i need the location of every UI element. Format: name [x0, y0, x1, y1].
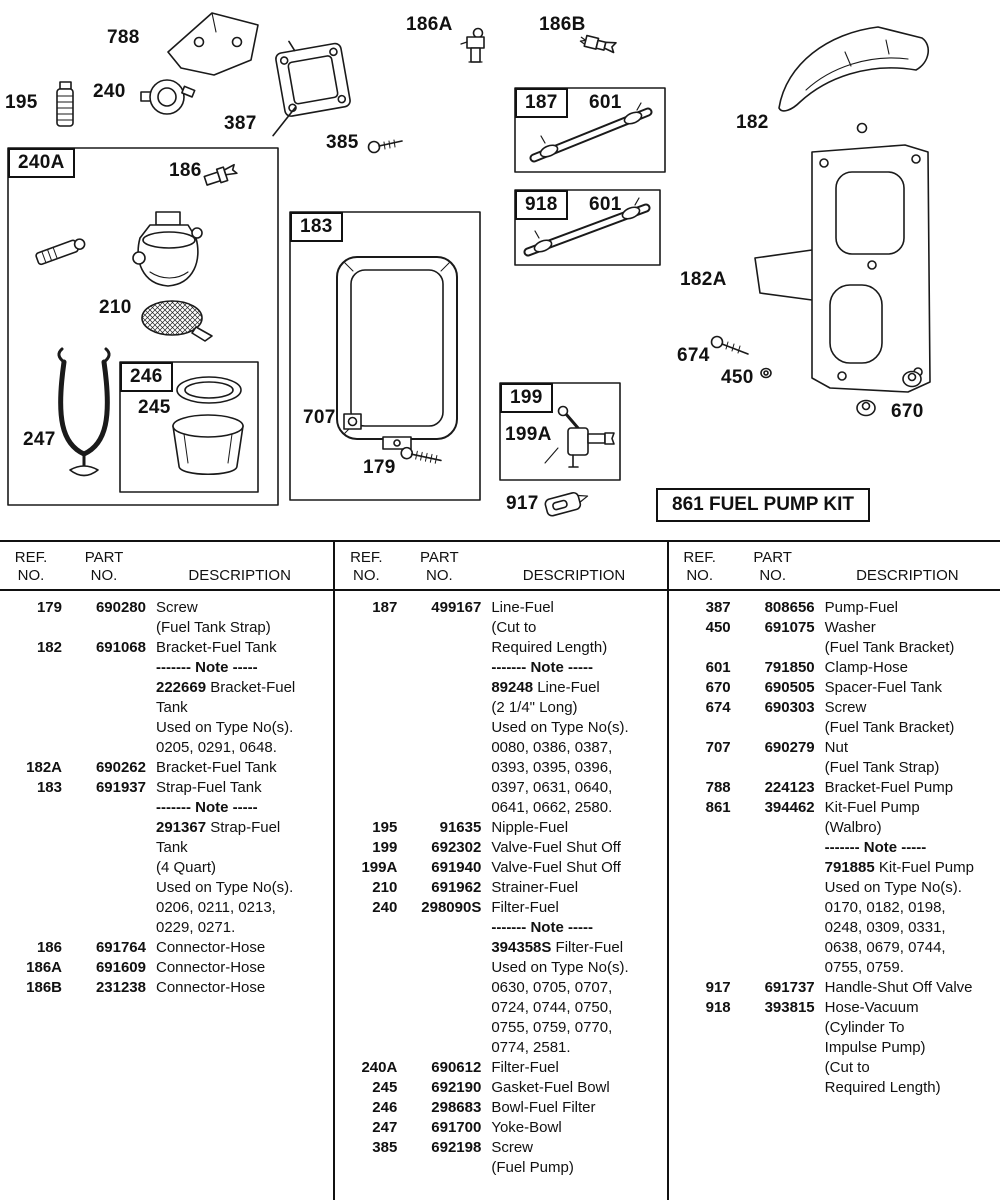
callout-186b: 186B	[539, 14, 586, 35]
callout-240: 240	[93, 81, 126, 102]
part-no-header: PART NO.	[753, 549, 792, 584]
table-row	[335, 1098, 666, 1118]
callout-199a: 199A	[505, 424, 552, 445]
table-row	[0, 938, 333, 958]
description: Bracket-Fuel Tank	[156, 759, 277, 776]
ref-no-header: REF. NO.	[14, 549, 48, 584]
part-no: 691937	[95, 779, 146, 796]
part-no: 691737	[764, 979, 815, 996]
callout-199: 199	[500, 383, 553, 413]
table-row	[335, 1118, 666, 1138]
screw-fuel-pump-drawing	[369, 140, 403, 153]
screw-fuel-tank-strap-drawing	[400, 447, 442, 466]
callout-247: 247	[23, 429, 56, 450]
part-no: 91635	[439, 819, 482, 836]
description: Connector-Hose	[156, 939, 266, 956]
table-column-2	[333, 542, 666, 1200]
part-no: 691700	[431, 1119, 482, 1136]
table-row	[335, 838, 666, 858]
callout-601: 601	[589, 92, 622, 113]
ref-no: 186	[36, 939, 62, 956]
part-no: 690303	[764, 699, 815, 716]
description: Connector-Hose	[156, 959, 266, 976]
part-no: 499167	[431, 599, 482, 616]
part-no: 690280	[95, 599, 146, 616]
description: Spacer-Fuel Tank	[824, 679, 942, 696]
callout-186: 186	[169, 160, 202, 181]
part-no: 692190	[431, 1079, 482, 1096]
callout-183: 183	[290, 212, 343, 242]
ref-no: 385	[372, 1139, 398, 1156]
table-row	[0, 978, 333, 998]
ref-no: 247	[372, 1119, 398, 1136]
ref-no: 186B	[26, 979, 62, 996]
ref-no: 917	[705, 979, 731, 996]
description: Clamp-Hose	[824, 659, 909, 676]
part-no: 690279	[764, 739, 815, 756]
filter-fuel-240-drawing	[141, 80, 195, 114]
callout-450: 450	[721, 367, 754, 388]
table-row	[335, 898, 666, 1058]
table-row	[335, 598, 666, 818]
description: Bowl-Fuel Filter	[491, 1099, 596, 1116]
description: Filter-Fuel	[491, 1059, 559, 1076]
callout-246: 246	[120, 362, 173, 392]
description: Strainer-Fuel	[491, 879, 579, 896]
callout-245: 245	[138, 397, 171, 418]
ref-no: 601	[705, 659, 731, 676]
description: Yoke-Bowl	[491, 1119, 562, 1136]
connector-hose-186-drawing	[203, 164, 238, 187]
part-no: 224123	[764, 779, 815, 796]
table-row	[335, 1078, 666, 1098]
description: Strap-Fuel Tank ------- Note ----- 291367 Strap-Fuel Tank (4 Quart) Used on Type No(s). 0206, 0211, 0213, 0229, 0271.	[156, 779, 294, 936]
callout-195: 195	[5, 92, 38, 113]
table-column-1	[0, 542, 333, 1200]
yoke-bowl-drawing	[59, 349, 109, 476]
nut-drawing	[344, 414, 361, 429]
nipple-fuel-drawing	[57, 82, 73, 126]
description: Valve-Fuel Shut Off	[491, 859, 621, 876]
parts-table	[0, 540, 1000, 1200]
table-row	[669, 798, 1000, 978]
part-no: 691940	[431, 859, 482, 876]
ref-no: 187	[372, 599, 398, 616]
part-no: 808656	[764, 599, 815, 616]
callout-186a: 186A	[406, 14, 453, 35]
table-entries	[669, 591, 1000, 1098]
parts-diagram	[0, 0, 1000, 540]
description-header: DESCRIPTION	[856, 567, 959, 584]
callout-179: 179	[363, 457, 396, 478]
part-no: 691068	[95, 639, 146, 656]
part-no: 231238	[95, 979, 146, 996]
part-no: 692198	[431, 1139, 482, 1156]
part-no: 393815	[764, 999, 815, 1016]
ref-no: 674	[705, 699, 731, 716]
ref-no: 245	[372, 1079, 398, 1096]
part-no: 690612	[431, 1059, 482, 1076]
ref-no-header: REF. NO.	[683, 549, 716, 584]
ref-no: 186A	[26, 959, 62, 976]
description: Bracket-Fuel Pump	[824, 779, 954, 796]
callout-385: 385	[326, 132, 359, 153]
table-row	[0, 598, 333, 638]
description: Washer (Fuel Tank Bracket)	[824, 619, 955, 656]
description: Hose-Vacuum (Cylinder To Impulse Pump) (Cut to Required Length)	[824, 999, 941, 1096]
callout-387: 387	[224, 113, 257, 134]
callout-707: 707	[303, 407, 336, 428]
description-header: DESCRIPTION	[522, 567, 626, 584]
table-header	[335, 542, 666, 591]
table-row	[669, 998, 1000, 1098]
callout-674: 674	[677, 345, 710, 366]
ref-no: 788	[705, 779, 731, 796]
gasket-fuel-bowl-drawing	[177, 377, 241, 403]
ref-no: 199	[372, 839, 398, 856]
callout-788: 788	[107, 27, 140, 48]
ref-no: 387	[705, 599, 731, 616]
part-no: 691609	[95, 959, 146, 976]
table-row	[669, 658, 1000, 678]
callout-182a: 182A	[680, 269, 727, 290]
ref-no: 670	[705, 679, 731, 696]
table-row	[669, 738, 1000, 778]
description: Kit-Fuel Pump (Walbro) ------- Note ----- 791885 Kit-Fuel Pump Used on Type No(s). 0170, 0182, 0198, 0248, 0309, 0331, 0638, 0679, 0744, 0755, 0759.	[824, 799, 974, 976]
ref-no: 240	[372, 899, 398, 916]
bowl-fuel-filter-drawing	[173, 415, 243, 474]
table-row	[0, 758, 333, 778]
ref-no: 246	[372, 1099, 398, 1116]
pump-fuel-drawing	[257, 33, 353, 136]
ref-no: 183	[36, 779, 62, 796]
description: Bracket-Fuel Tank ------- Note ----- 222669 Bracket-Fuel Tank Used on Type No(s). 0205, 0291, 0648.	[156, 639, 296, 756]
filter-fuel-240a-drawing	[133, 212, 202, 286]
ref-no: 240A	[361, 1059, 398, 1076]
table-row	[335, 858, 666, 878]
table-row	[669, 978, 1000, 998]
part-no: 791850	[764, 659, 815, 676]
ref-no-header: REF. NO.	[350, 549, 383, 584]
table-row	[669, 618, 1000, 658]
table-column-3	[667, 542, 1000, 1200]
table-row	[669, 678, 1000, 698]
ref-no: 861	[705, 799, 731, 816]
description: Connector-Hose	[156, 979, 266, 996]
ref-no: 179	[36, 599, 62, 616]
part-no: 298683	[431, 1099, 482, 1116]
description: Screw (Fuel Tank Strap)	[156, 599, 271, 636]
part-no: 690505	[764, 679, 815, 696]
description: Screw (Fuel Tank Bracket)	[824, 699, 955, 736]
part-no: 691962	[431, 879, 482, 896]
connector-hose-186a-drawing	[461, 29, 484, 63]
table-row	[0, 638, 333, 758]
description: Line-Fuel (Cut to Required Length) ------- Note ----- 89248 Line-Fuel (2 1/4" Long) Used on Type No(s). 0080, 0386, 0387, 0393, 0395, 0396, 0397, 0631, 0640, 0641, 0662, 2580.	[491, 599, 629, 816]
ref-no: 199A	[361, 859, 398, 876]
table-row	[335, 878, 666, 898]
connector-hose-186b-drawing	[579, 34, 616, 53]
valve-fuel-shut-off-drawing	[545, 407, 614, 468]
table-entries	[335, 591, 666, 1178]
description: Nipple-Fuel	[491, 819, 569, 836]
callout-601: 601	[589, 194, 622, 215]
ref-no: 195	[372, 819, 398, 836]
description: Handle-Shut Off Valve	[824, 979, 973, 996]
table-row	[669, 598, 1000, 618]
callout-210: 210	[99, 297, 132, 318]
ref-no: 707	[705, 739, 731, 756]
part-no: 691075	[764, 619, 815, 636]
description: Screw (Fuel Pump)	[491, 1139, 574, 1176]
callout-187: 187	[515, 88, 568, 118]
ref-no: 918	[705, 999, 731, 1016]
table-row	[335, 1138, 666, 1178]
description: Pump-Fuel	[824, 599, 899, 616]
handle-shut-off-valve-drawing	[544, 489, 590, 517]
table-row	[669, 698, 1000, 738]
description: Nut (Fuel Tank Strap)	[824, 739, 940, 776]
table-header	[0, 542, 333, 591]
description: Filter-Fuel ------- Note ----- 394358S Filter-Fuel Used on Type No(s). 0630, 0705, 0707, 0724, 0744, 0750, 0755, 0759, 0770, 0774, 2581.	[491, 899, 629, 1056]
part-no-header: PART NO.	[420, 549, 459, 584]
part-no: 690262	[95, 759, 146, 776]
strainer-fuel-drawing	[142, 301, 212, 341]
nipple-240a-drawing	[35, 237, 86, 265]
callout-917: 917	[506, 493, 539, 514]
part-no-header: PART NO.	[84, 549, 124, 584]
part-no: 692302	[431, 839, 482, 856]
bracket-fuel-pump-drawing	[168, 13, 258, 75]
description-header: DESCRIPTION	[188, 567, 291, 584]
ref-no: 182A	[26, 759, 62, 776]
table-row	[335, 1058, 666, 1078]
kit-title: 861 FUEL PUMP KIT	[656, 488, 870, 522]
callout-918: 918	[515, 190, 568, 220]
part-no: 298090S	[421, 899, 482, 916]
part-no: 691764	[95, 939, 146, 956]
ref-no: 210	[372, 879, 398, 896]
callout-670: 670	[891, 401, 924, 422]
bracket-fuel-tank-182a-drawing	[755, 145, 930, 392]
table-header	[669, 542, 1000, 591]
washer-drawing	[761, 369, 771, 378]
bracket-fuel-tank-182-drawing	[779, 27, 928, 133]
table-entries	[0, 591, 333, 998]
parts-illustration	[0, 0, 1000, 540]
table-row	[0, 778, 333, 938]
description: Valve-Fuel Shut Off	[491, 839, 621, 856]
table-row	[335, 818, 666, 838]
ref-no: 450	[705, 619, 731, 636]
ref-no: 182	[36, 639, 62, 656]
table-row	[669, 778, 1000, 798]
part-no: 394462	[764, 799, 815, 816]
table-row	[0, 958, 333, 978]
description: Gasket-Fuel Bowl	[491, 1079, 610, 1096]
callout-182: 182	[736, 112, 769, 133]
screw-fuel-tank-bracket-drawing	[712, 337, 749, 355]
callout-240a: 240A	[8, 148, 75, 178]
